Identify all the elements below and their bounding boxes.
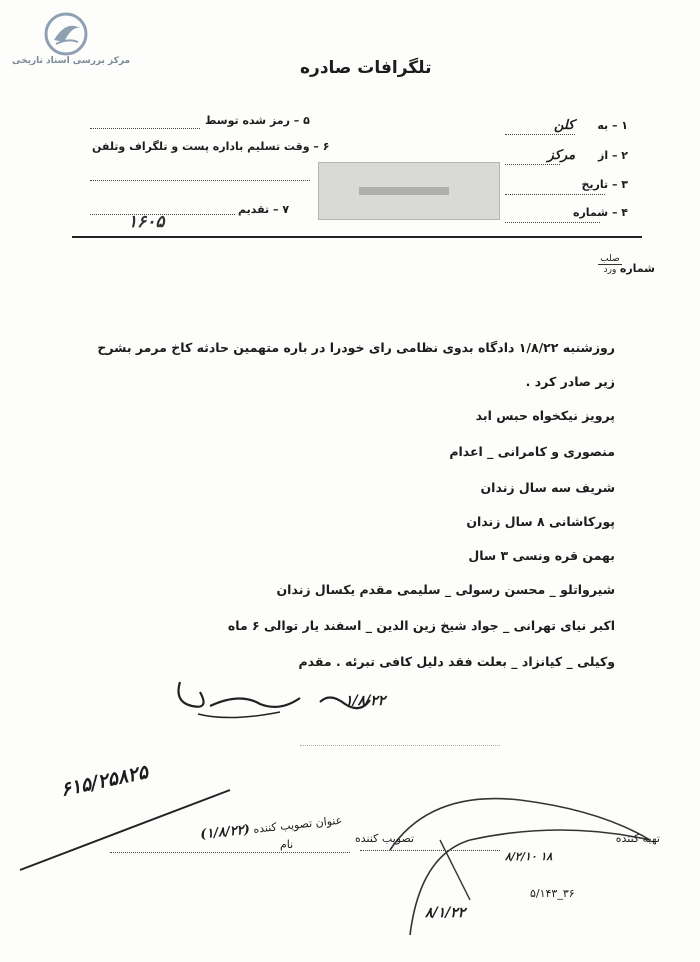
signature-date: ۱/۸/۲۲: [345, 693, 386, 709]
body-line-7: بهمن قره ونسی ۳ سال: [468, 548, 615, 563]
header-number-label: ۴ – شماره: [572, 206, 628, 219]
stamp-box: [318, 162, 500, 220]
header-to-label: ۱ – به: [597, 119, 628, 132]
header-to: [554, 118, 628, 133]
number-field-label: شماره: [619, 262, 655, 275]
header-delivery-time: [92, 140, 329, 153]
body-line-5: شریف سه سال زندان: [480, 480, 615, 495]
body-line-6: پورکاشانی ۸ سال زندان: [466, 514, 615, 529]
registration-number: ۶۱۵/۲۵۸۲۵: [58, 761, 150, 801]
number-field: [620, 262, 655, 275]
header-from: [548, 148, 628, 163]
header-submitted-label: ۷ – تقدیم: [238, 203, 290, 216]
handwritten-number: ۱۶۰۵: [128, 212, 165, 232]
number-fraction: [598, 254, 622, 275]
header-date: [581, 178, 628, 191]
header-to-line: [505, 134, 575, 135]
header-delivery-time-label: ۶ – وقت تسلیم باداره پست و تلگراف وتلفن: [92, 140, 330, 153]
archive-logo-icon: [42, 12, 90, 56]
archive-logo: [12, 12, 132, 68]
header-date-line: [505, 194, 605, 195]
footer-small-date: ۸/۱/۲۲: [425, 905, 466, 921]
header-submitted: [238, 203, 289, 216]
header-blank-line: [90, 180, 310, 181]
body-line-3: پرویز نیکخواه حبس ابد: [475, 408, 615, 423]
body-line-1: روزشنبه ۱/۸/۲۲ دادگاه بدوی نظامی رای خودرا در باره متهمین حادثه کاخ مرمر بشرح: [97, 340, 615, 355]
header-coded-by-line: [90, 128, 200, 129]
header-coded-by-label: ۵ – رمز شده توسط: [205, 114, 310, 127]
header-from-line: [505, 164, 560, 165]
bottom-code: ۵/۱۴۳_۳۶: [530, 887, 575, 900]
footer-approver: تصویب کننده: [355, 832, 415, 845]
header-rule: [72, 236, 642, 238]
body-line-4: منصوری و کامرانی _ اعدام: [449, 444, 615, 459]
number-fraction-top: صلب: [600, 254, 620, 264]
header-to-value: کلن: [553, 118, 575, 133]
body-line-8: شیرواتلو _ محسن رسولی _ سلیمی مقدم یکسال زندان: [276, 582, 615, 597]
footer-middle-line: [360, 850, 500, 851]
header-number-line: [505, 222, 600, 223]
footer-date: ۸/۲/۱۰ ۱۸: [505, 850, 553, 863]
header-from-value: مرکز: [547, 148, 576, 163]
footer-name: نام: [280, 838, 294, 851]
footer-preparer: تهیه کننده: [615, 832, 660, 845]
footer-approver-title-label: عنوان تصویب کننده: [252, 813, 343, 836]
header-number: [573, 206, 628, 219]
footer-left-line: [110, 852, 350, 853]
header-from-label: ۲ – از: [598, 149, 628, 162]
body-line-2: زیر صادر کرد .: [525, 374, 615, 389]
logo-text: مرکز بررسی اسناد تاریخی: [12, 56, 131, 66]
header-date-label: ۳ – تاریخ: [581, 178, 628, 191]
header-coded-by: [205, 114, 310, 127]
body-line-10: وکیلی _ کیانزاد _ بعلت فقد دلیل کافی تبرئه . مقدم: [298, 654, 615, 669]
pen-strokes: [0, 760, 700, 940]
body-line-9: اکبر نیای تهرانی _ جواد شیخ زین الدین _ اسفند یار توالی ۶ ماه: [227, 618, 615, 633]
faint-line: [300, 745, 500, 746]
document-title: تلگرافات صادره: [300, 58, 432, 78]
number-fraction-bottom: ورد: [598, 264, 622, 275]
footer-approver-title-value: (۱/۸/۲۲): [199, 822, 251, 843]
